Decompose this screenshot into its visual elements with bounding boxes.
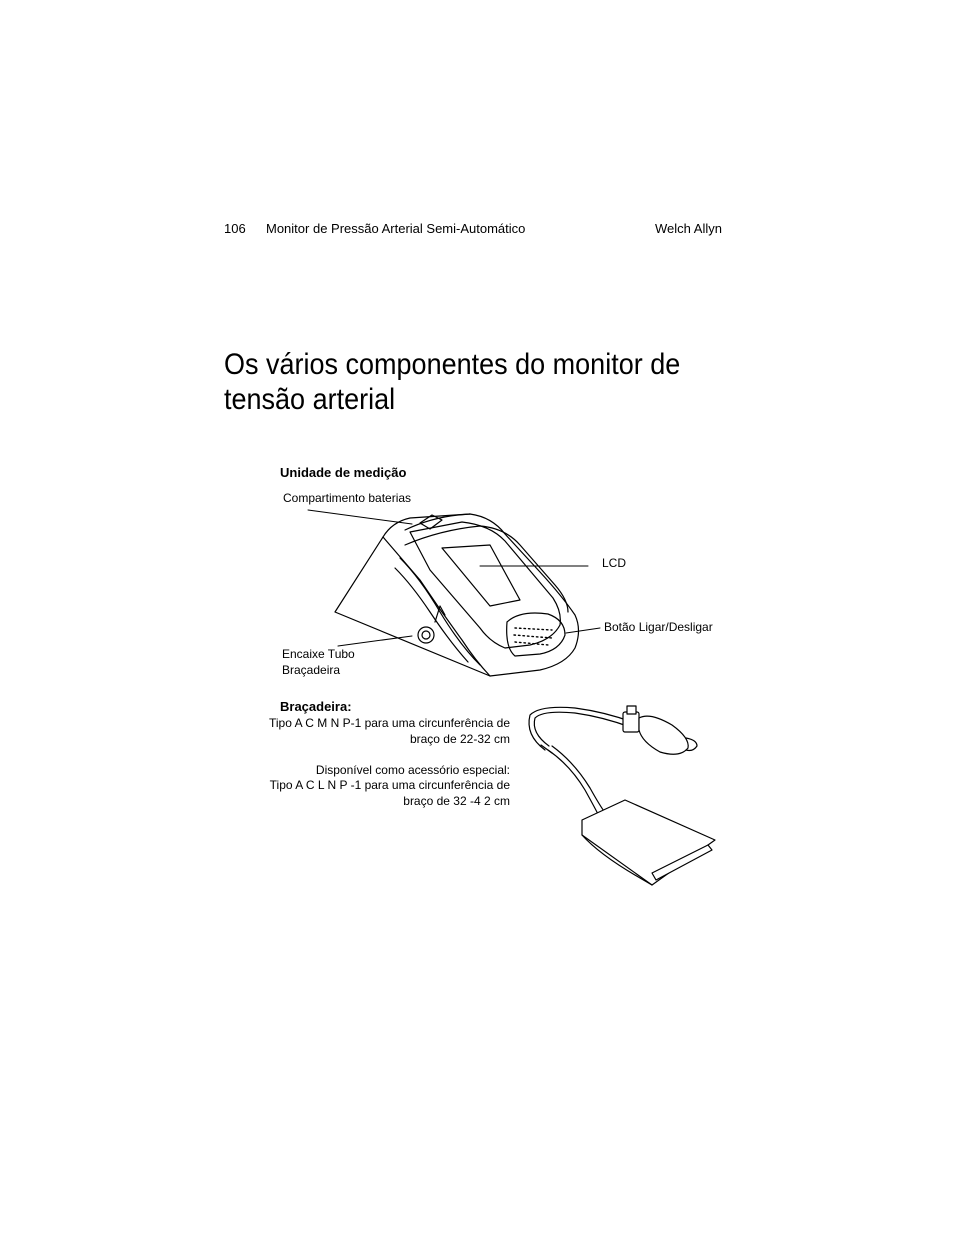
page-title-line-1: Os vários componentes do monitor de xyxy=(224,348,681,381)
battery-compartment-label: Compartimento baterias xyxy=(283,491,412,505)
tube-socket-label-line-1: Encaixe Tubo xyxy=(282,647,355,661)
brand-name: Welch Allyn xyxy=(655,221,722,236)
cuff-illustration xyxy=(529,706,715,885)
document-title: Monitor de Pressão Arterial Semi-Automático xyxy=(266,221,526,236)
lcd-label: LCD xyxy=(602,556,627,570)
measuring-unit-heading: Unidade de medição xyxy=(280,465,407,480)
tube-socket-label-line-2: Braçadeira xyxy=(282,663,341,677)
page-title-line-2: tensão arterial xyxy=(224,383,396,416)
cuff-heading: Braçadeira: xyxy=(280,699,352,714)
cuff-optional-line-3: braço de 32 -4 2 cm xyxy=(403,794,510,808)
monitor-device-illustration xyxy=(335,514,579,676)
power-button-label: Botão Ligar/Desligar xyxy=(604,620,713,634)
page-number: 106 xyxy=(224,221,246,236)
cuff-standard-line-2: braço de 22-32 cm xyxy=(409,732,510,746)
cuff-standard-line-1: Tipo A C M N P-1 para uma circunferência de xyxy=(269,716,510,730)
cuff-optional-line-2: Tipo A C L N P -1 para uma circunferência de xyxy=(269,778,510,792)
cuff-optional-line-1: Disponível como acessório especial: xyxy=(315,763,510,777)
